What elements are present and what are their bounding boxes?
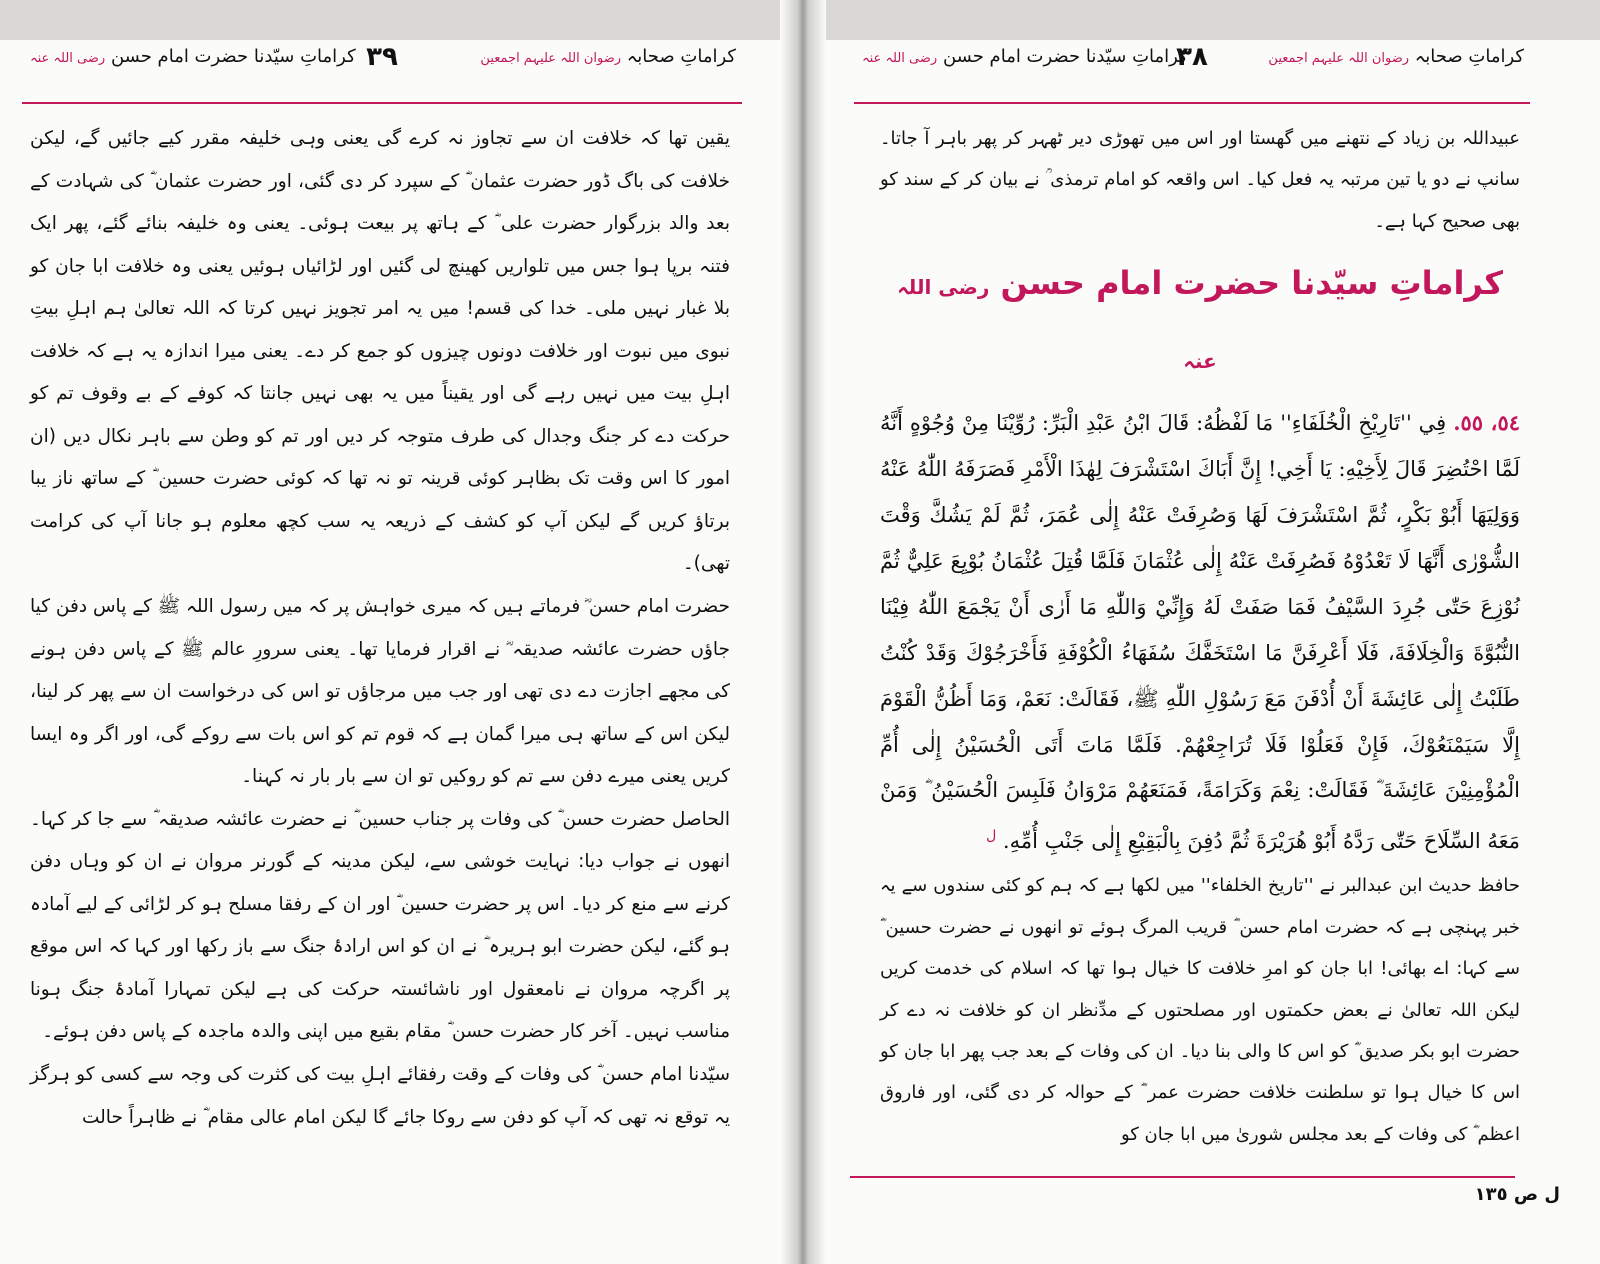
- honorific: رضی اللہ عنہ: [30, 51, 106, 66]
- book-gutter: [780, 0, 826, 1264]
- footnote-divider: [850, 1176, 1515, 1178]
- honorific: رضی اللہ عنہ: [897, 275, 1217, 374]
- paragraph: سیّدنا امام حسن ؓ کی وفات کے وقت رفقائے اہلِ بیت کی کثرت کی وجہ سے کسی کو ہرگز یہ توقع نہ تھی کہ آپ کو دفن سے روکا جائے گا لیکن امام عالی مقام ؓ نے ظاہراً حالت: [30, 1064, 730, 1128]
- header-book-title: کراماتِ صحابہ رضوان اللہ علیہم اجمعین: [480, 46, 736, 67]
- body-text-left: [30, 118, 730, 1139]
- paragraph: الحاصل حضرت حسن ؓ کی وفات پر جناب حسین ؓ نے حضرت عائشہ صدیقہ ؓ سے جا کر کہا۔ انھوں نے جواب دیا: نہایت خوشی سے، لیکن مدینہ کے گورنر مروان نے ان کو وہاں دفن کرنے سے منع کر دیا۔ اس پر حضرت حسین ؓ اور ان کے رفقا مسلح ہو کر لڑائی کے لیے آمادہ ہو گئے، لیکن حضرت ابو ہریرہ ؓ نے ان کو اس ارادۂ جنگ سے باز رکھا اور کہا کہ اس موقع پر اگرچہ مروان نے نامعقول اور ناشائستہ حرکت کی ہے لیکن تمہارا آمادۂ جنگ ہونا مناسب نہیں۔ آخر کار حضرت حسن ؓ مقام بقیع میں اپنی والدہ ماجدہ کے پاس دفن ہوئے۔: [30, 808, 730, 1043]
- honorific: رضی اللہ عنہ: [862, 51, 938, 66]
- arabic-hadith: [880, 400, 1520, 865]
- running-header-left: [22, 42, 742, 104]
- paragraph: حضرت امام حسن ؓ فرماتے ہیں کہ میری خواہش پر کہ میں رسول اللہ ﷺ کے پاس دفن کیا جاؤں حضرت عائشہ صدیقہ ؓ نے اقرار فرمایا تھا۔ یعنی سرورِ عالم ﷺ کے پاس دفن ہونے کی مجھے اجازت دے دی تھی اور جب میں مرجاؤں تو اس کی درخواست ان سے پھر کر لینا، لیکن اس کے ساتھ ہی میرا گمان ہے کہ قوم تم کو اس بات سے روکے گی، اور اگر وہ ایسا کریں یعنی میرے دفن سے تم کو روکیں تو ان سے بار بار نہ کہنا۔: [30, 596, 730, 788]
- header-chapter-title: کراماتِ سیّدنا حضرت امام حسن رضی اللہ عنہ: [862, 46, 1188, 67]
- footnote: ل ص ١٣٥: [1474, 1184, 1560, 1205]
- honorific: رضوان اللہ علیہم اجمعین: [1268, 51, 1410, 66]
- paragraph: یقین تھا کہ خلافت ان سے تجاوز نہ کرے گی یعنی وہی خلیفہ مقرر کیے جائیں گے، لیکن خلافت کی باگ ڈور حضرت عثمان ؓ کے سپرد کر دی گئی، اور حضرت عثمان ؓ کی شہادت کے بعد والد بزرگوار حضرت علی ؓ کے ہاتھ پر بیعت ہوئی۔ یعنی وہ خلیفہ بنائے گئے، پھر ایک فتنہ برپا ہوا جس میں تلواریں کھینچ لی گئیں اور لڑائیاں ہوئیں یعنی وہ خلافت ابا جان کو بلا غبار نہیں ملی۔ خدا کی قسم! میں یہ امر تجویز نہیں کرتا کہ اللہ تعالیٰ ہم اہلِ بیتِ نبوی میں نبوت اور خلافت دونوں چیزوں کو جمع کر دے۔ یعنی میرا اندازہ یہ ہے کہ خلافت اہلِ بیت میں نہیں رہے گی اور یقیناً میں یہ بھی نہیں جانتا کہ کوفے کے بے وقوف تم کو حرکت دے کر جنگ وجدال کی طرف متوجہ کر دیں اور تم کو وطن سے باہر نکال دیں (ان امور کا اس وقت تک بظاہر کوئی قرینہ تو نہ تھا کہ کوئی حضرت حسین ؓ کے ساتھ ناز یبا برتاؤ کریں گے لیکن آپ کو کشف کے ذریعہ یہ سب کچھ معلوم ہو جانا آپ کی کرامت تھی)۔: [30, 128, 730, 575]
- page-number: ٣٩: [366, 42, 398, 72]
- honorific: رضوان اللہ علیہم اجمعین: [480, 51, 622, 66]
- section-title: کراماتِ سیّدنا حضرت امام حسن رضی اللہ عنہ: [897, 264, 1503, 374]
- running-header-right: [854, 42, 1530, 104]
- hadith-number: ٥٤، ٥٥.: [1453, 410, 1520, 436]
- intro-paragraph: عبیداللہ بن زیاد کے نتھنے میں گھستا اور اس میں تھوڑی دیر ٹھہر کر پھر باہر آ جاتا۔ سانپ نے دو یا تین مرتبہ یہ فعل کیا۔ اس واقعہ کو امام ترمذی ؒ نے بیان کر کے سند کو بھی صحیح کہا ہے۔: [880, 128, 1520, 232]
- hadith-text: فِي ''تَارِيْخِ الْخُلَفَاءِ'' مَا لَفْظُهُ: قَالَ ابْنُ عَبْدِ الْبَرِّ: رُوِّيْنَا مِنْ وُجُوْهٍ أَنَّهُ لَمَّا احْتُضِرَ قَالَ لِأَخِيْهِ: يَا أَخِي! إِنَّ أَبَاكَ اسْتَشْرَفَ لِهٰذَا الْأَمْرِ فَصَرَفَهُ اللّٰهُ عَنْهُ وَوَلِيَهَا أَبُوْ بَكْرٍ، ثُمَّ اسْتَشْرَفَ لَهَا وَصُرِفَتْ عَنْهُ إِلٰى عُمَرَ، ثُمَّ لَمْ يَشُكَّ وَقْتَ الشُّوْرٰى أَنَّهَا لَا تَعْدُوْهُ فَصُرِفَتْ عَنْهُ إِلٰى عُثْمَانَ فَلَمَّا قُتِلَ عُثْمَانُ بُوْيِعَ عَلِيٌّ ثُمَّ نُوْزِعَ حَتّٰى جُرِدَ السَّيْفُ فَمَا صَفَتْ لَهُ وَإِنِّيْ وَاللّٰهِ مَا أَرٰى أَنْ يَجْمَعَ اللّٰهُ فِيْنَا النُّبُوَّةَ وَالْخِلَافَةَ، فَلَا أَعْرِفَنَّ مَا اسْتَخَفَّكَ سُفَهَاءُ الْكُوْفَةِ فَأَخْرَجُوْكَ وَقَدْ كُنْتُ طَلَبْتُ إِلٰى عَائِشَةَ أَنْ أُدْفَنَ مَعَ رَسُوْلِ اللّٰهِ ﷺ، فَقَالَتْ: نَعَمْ، وَمَا أَظُنُّ الْقَوْمَ إِلَّا سَيَمْنَعُوْكَ، فَإِنْ فَعَلُوْا فَلَا تُرَاجِعْهُمْ. فَلَمَّا مَاتَ أَتَى الْحُسَيْنُ إِلٰى أُمِّ الْمُؤْمِنِيْنَ عَائِشَةَ ؓ فَقَالَتْ: نِعْمَ وَكَرَامَةً، فَمَنَعَهُمْ مَرْوَانُ فَلَبِسَ الْحُسَيْنُ ؓ وَمَنْ مَعَهُ السِّلَاحَ حَتّٰى رَدَّهُ أَبُوْ هُرَيْرَةَ ثُمَّ دُفِنَ بِالْبَقِيْعِ إِلٰى جَنْبِ أُمِّهِ.: [880, 411, 1520, 854]
- body-text-right: [880, 118, 1520, 1155]
- translation-paragraph: حافظ حدیث ابن عبدالبر نے ''تاریخ الخلفاء'' میں لکھا ہے کہ ہم کو کئی سندوں سے یہ خبر پہنچی ہے کہ حضرت امام حسن ؓ قریب المرگ ہوئے تو انھوں نے حضرت حسین ؓ سے کہا: اے بھائی! ابا جان کو امرِ خلافت کا خیال ہوا تھا کہ اسلام کی خدمت کریں لیکن اللہ تعالیٰ نے بعض حکمتوں اور مصلحتوں کے مدِّنظر ان کو خلافت نہ دے کر حضرت ابو بکر صدیق ؓ کو اس کا والی بنا دیا۔ ان کی وفات کے بعد جب پھر ابا جان کو اس کا خیال ہوا تو سلطنت خلافت حضرت عمر ؓ کے حوالہ کر دی گئی، اور فاروق اعظم ؓ کی وفات کے بعد مجلس شوریٰ میں ابا جان کو: [880, 875, 1520, 1145]
- page-number: ٣٨: [1176, 42, 1208, 72]
- header-book-title: کراماتِ صحابہ رضوان اللہ علیہم اجمعین: [1268, 46, 1524, 67]
- footnote-marker: ل: [986, 828, 997, 845]
- header-chapter-title: کراماتِ سیّدنا حضرت امام حسن رضی اللہ عنہ: [30, 46, 356, 67]
